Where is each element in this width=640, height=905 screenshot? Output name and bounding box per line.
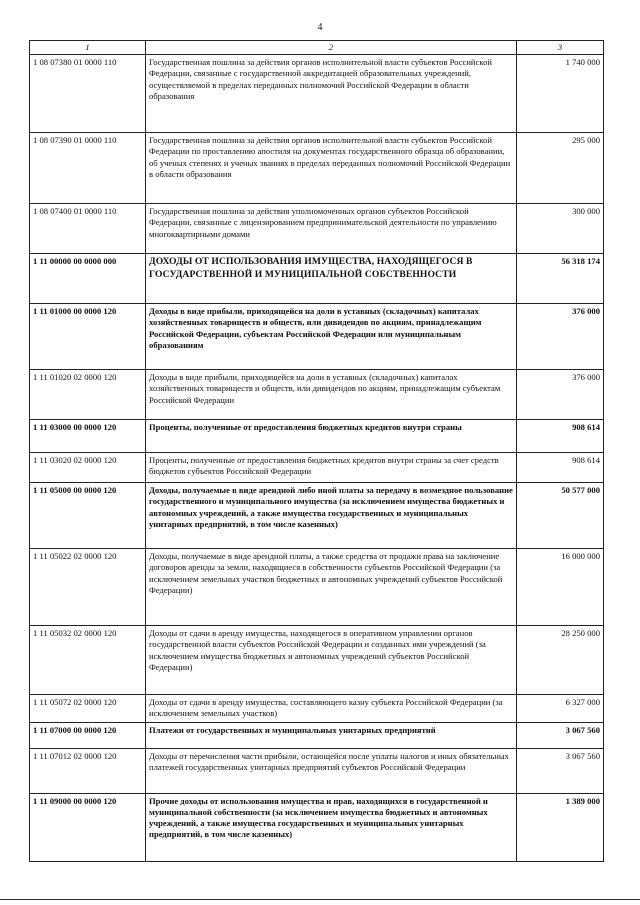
revenue-table <box>29 40 604 862</box>
row-amount: 56 318 174 <box>517 254 604 304</box>
row-amount: 295 000 <box>517 133 604 204</box>
row-description: Доходы от сдачи в аренду имущества, составляющего казну субъекта Российской Федерации (за исключением земельных участков) <box>146 695 517 722</box>
row-code: 1 11 05000 00 0000 120 <box>30 483 146 549</box>
row-description: Государственная пошлина за действия органов исполнительной власти субъектов Российской Федерации по проставлению апостиля на документах государственного образца об образовании, об ученых степенях и ученых званиях в пределах переданных полномочий Российской Федерации в области образования <box>146 133 517 204</box>
row-amount: 1 740 000 <box>517 55 604 133</box>
column-header-2: 2 <box>146 41 517 55</box>
row-code: 1 11 07012 02 0000 120 <box>30 748 146 793</box>
table-row <box>30 370 604 420</box>
table-row <box>30 626 604 695</box>
table-row <box>30 420 604 453</box>
row-code: 1 08 07390 01 0000 110 <box>30 133 146 204</box>
row-code: 1 11 07000 00 0000 120 <box>30 722 146 748</box>
row-code: 1 11 00000 00 0000 000 <box>30 254 146 304</box>
table-row <box>30 483 604 549</box>
table-row <box>30 695 604 722</box>
row-description: Доходы в виде прибыли, приходящейся на доли в уставных (складочных) капиталах хозяйственных товариществ и обществ, или дивидендов по акциям, принадлежащим субъектам Российской Федерации <box>146 370 517 420</box>
row-amount: 50 577 000 <box>517 483 604 549</box>
row-code: 1 11 01020 02 0000 120 <box>30 370 146 420</box>
row-code: 1 11 01000 00 0000 120 <box>30 304 146 370</box>
row-description: Платежи от государственных и муниципальных унитарных предприятий <box>146 722 517 748</box>
row-amount: 376 000 <box>517 370 604 420</box>
row-code: 1 11 03020 02 0000 120 <box>30 453 146 483</box>
row-amount: 28 250 000 <box>517 626 604 695</box>
table-row <box>30 133 604 204</box>
table-header-row <box>30 41 604 55</box>
row-code: 1 08 07400 01 0000 110 <box>30 204 146 254</box>
row-description: Государственная пошлина за действия органов исполнительной власти субъектов Российской Федерации, связанные с государственной аккредитацией образовательных учреждений, осуществляемой в пределах переданных полномочий Российской Федерации в области образования <box>146 55 517 133</box>
row-description: ДОХОДЫ ОТ ИСПОЛЬЗОВАНИЯ ИМУЩЕСТВА, НАХОДЯЩЕГОСЯ В ГОСУДАРСТВЕННОЙ И МУНИЦИПАЛЬНОЙ СОБСТВЕННОСТИ <box>146 254 517 304</box>
row-amount: 300 000 <box>517 204 604 254</box>
table-row <box>30 55 604 133</box>
row-amount: 908 614 <box>517 420 604 453</box>
row-description: Проценты, полученные от предоставления бюджетных кредитов внутри страны <box>146 420 517 453</box>
row-amount: 6 327 000 <box>517 695 604 722</box>
table-row <box>30 304 604 370</box>
row-code: 1 11 03000 00 0000 120 <box>30 420 146 453</box>
row-code: 1 11 05022 02 0000 120 <box>30 549 146 626</box>
row-amount: 376 000 <box>517 304 604 370</box>
row-code: 1 08 07380 01 0000 110 <box>30 55 146 133</box>
table-row <box>30 254 604 304</box>
row-amount: 3 067 560 <box>517 748 604 793</box>
row-code: 1 11 05072 02 0000 120 <box>30 695 146 722</box>
row-description: Государственная пошлина за действия уполномоченных органов субъектов Российской Федерации, связанные с лицензированием предпринимательской деятельности по управлению многоквартирными домами <box>146 204 517 254</box>
table-row <box>30 793 604 861</box>
row-amount: 16 000 000 <box>517 549 604 626</box>
column-header-3: 3 <box>517 41 604 55</box>
row-description: Доходы, получаемые в виде арендной либо иной платы за передачу в возмездное пользование государственного и муниципального имущества (за исключением имущества бюджетных и автономных учреждений, а также имущества государственных и муниципальных унитарных предприятий, в том числе казенных) <box>146 483 517 549</box>
row-description: Прочие доходы от использования имущества и прав, находящихся в государственной и муниципальной собственности (за исключением имущества бюджетных и автономных учреждений, а также имущества государственных и муниципальных унитарных предприятий, в том числе казенных) <box>146 793 517 861</box>
row-description: Проценты, полученные от предоставления бюджетных кредитов внутри страны за счет средств бюджетов субъектов Российской Федерации <box>146 453 517 483</box>
row-description: Доходы от сдачи в аренду имущества, находящегося в оперативном управлении органов государственной власти субъектов Российской Федерации и созданных ими учреждений (за исключением имущества бюджетных и автономных учреждений субъектов Российской Федерации) <box>146 626 517 695</box>
column-header-1: 1 <box>30 41 146 55</box>
row-description: Доходы, получаемые в виде арендной платы, а также средства от продажи права на заключение договоров аренды за земли, находящиеся в собственности субъектов Российской Федерации (за исключением земельных участков бюджетных и автономных учреждений субъектов Российской Федерации) <box>146 549 517 626</box>
row-description: Доходы от перечисления части прибыли, остающейся после уплаты налогов и иных обязательных платежей государственных унитарных предприятий субъектов Российской Федерации <box>146 748 517 793</box>
row-amount: 908 614 <box>517 453 604 483</box>
table-row <box>30 204 604 254</box>
row-description: Доходы в виде прибыли, приходящейся на доли в уставных (складочных) капиталах хозяйственных товариществ и обществ, или дивидендов по акциям, принадлежащим Российской Федерации, субъектам Российской Федерации или муниципальным образованиям <box>146 304 517 370</box>
row-amount: 1 389 000 <box>517 793 604 861</box>
page-bottom-rule <box>0 899 640 900</box>
table-row <box>30 453 604 483</box>
page-number: 4 <box>317 22 323 33</box>
table-row <box>30 549 604 626</box>
row-amount: 3 067 560 <box>517 722 604 748</box>
table-body <box>30 55 604 861</box>
row-code: 1 11 09000 00 0000 120 <box>30 793 146 861</box>
row-code: 1 11 05032 02 0000 120 <box>30 626 146 695</box>
table-row <box>30 722 604 748</box>
table-row <box>30 748 604 793</box>
